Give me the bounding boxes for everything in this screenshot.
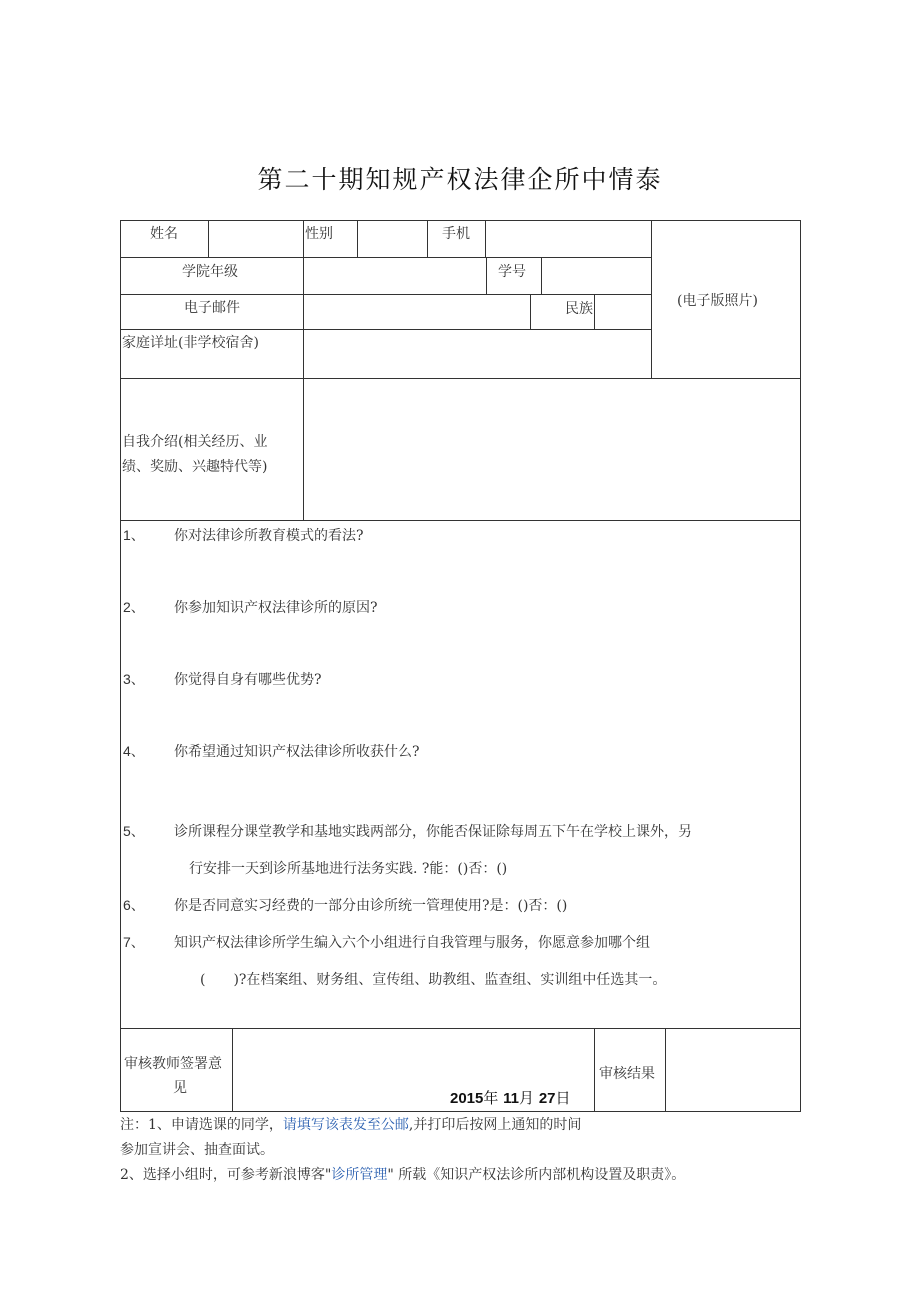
ethnicity-label: 民族: [565, 301, 593, 317]
question-text: 你希望通过知识产权法律诊所收获什么?: [174, 744, 420, 760]
student-id-label: 学号: [498, 264, 526, 280]
address-label: 家庭详址(非学校宿舍): [122, 335, 259, 351]
address-field[interactable]: [304, 330, 650, 377]
question-text-continued: ( )?在档案组、财务组、宣传组、助教组、监查组、实训组中任选其一。: [200, 972, 667, 988]
intro-label: 自我介绍(相关经历、业: [122, 434, 268, 450]
question-text: 你对法律诊所教育模式的看法?: [174, 528, 364, 544]
photo-divider: [651, 220, 652, 378]
col-divider: [530, 294, 531, 329]
teacher-opinion-label: 见: [173, 1080, 187, 1096]
email-field[interactable]: [304, 295, 529, 328]
question-number: 1、: [123, 527, 145, 543]
intro-label: 绩、奖励、兴趣特代等): [122, 459, 268, 475]
question-number: 2、: [123, 599, 145, 615]
review-result-label: 审核结果: [599, 1066, 655, 1082]
name-field[interactable]: [209, 221, 302, 256]
question-text: 知识产权法律诊所学生编入六个小组进行自我管理与服务，你愿意参加哪个组: [174, 935, 650, 951]
review-date: 2015年 11月 27日: [450, 1089, 571, 1107]
name-label: 姓名: [150, 226, 178, 242]
question-text: 你觉得自身有哪些优势?: [174, 672, 322, 688]
college-grade-label: 学院年级: [182, 264, 238, 280]
question-number: 4、: [123, 743, 145, 759]
page-title: 第二十期知规产权法律企所中情泰: [257, 165, 663, 194]
review-result-field[interactable]: [666, 1029, 799, 1110]
question-number: 5、: [123, 823, 145, 839]
ethnicity-field[interactable]: [595, 295, 650, 328]
question-number: 3、: [123, 671, 145, 687]
note-1-continued: 参加宣讲会、抽查面试。: [120, 1142, 274, 1158]
gender-field[interactable]: [358, 221, 426, 256]
college-grade-field[interactable]: [304, 258, 485, 293]
question-text: 你是否同意实习经费的一部分由诊所统一管理使用?是：()否：(): [174, 898, 568, 914]
question-text: 你参加知识产权法律诊所的原因?: [174, 600, 378, 616]
question-number: 7、: [123, 934, 145, 950]
intro-field[interactable]: [304, 379, 799, 519]
phone-label: 手机: [442, 226, 470, 242]
col-divider: [485, 220, 486, 257]
question-text-continued: 行安排一天到诊所基地进行法务实践. ?能：()否：(): [189, 861, 508, 877]
table-border-right: [800, 220, 801, 1112]
col-divider: [486, 257, 487, 294]
table-border-bottom: [120, 1111, 801, 1112]
teacher-opinion-field[interactable]: [233, 1029, 593, 1089]
photo-placeholder: (电子版照片): [677, 293, 758, 309]
col-divider: [594, 1028, 595, 1112]
email-label: 电子邮件: [184, 300, 240, 316]
question-number: 6、: [123, 897, 145, 913]
note-2: 2、选择小组时，可参考新浪博客"诊所管理" 所载《知识产权法诊所内部机构设置及职责》。: [120, 1167, 686, 1183]
phone-field[interactable]: [487, 221, 650, 256]
note-1: 注：1、申请选课的同学，请填写该表发至公邮,并打印后按网上通知的时间: [120, 1117, 582, 1133]
teacher-opinion-label: 审核教师签署意: [124, 1056, 222, 1072]
student-id-field[interactable]: [542, 258, 650, 293]
clinic-management-link[interactable]: 诊所管理: [331, 1167, 388, 1183]
col-divider: [427, 220, 428, 257]
submit-email-link[interactable]: 请填写该表发至公邮: [282, 1117, 409, 1133]
gender-label: 性别: [305, 226, 333, 242]
question-text: 诊所课程分课堂教学和基地实践两部分，你能否保证除每周五下午在学校上课外，另: [174, 824, 692, 840]
